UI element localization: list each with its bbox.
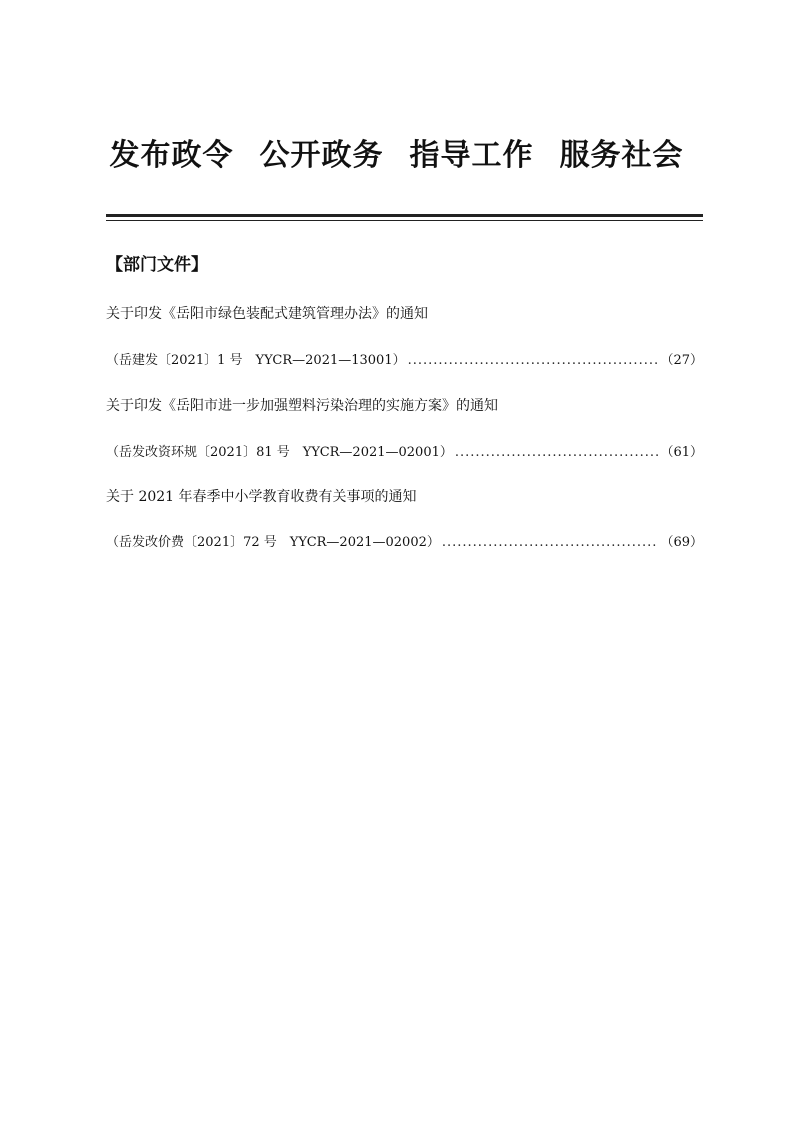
toc-entry-title[interactable]: 关于 2021 年春季中小学教育收费有关事项的通知 (106, 489, 417, 505)
header-divider-thin (106, 220, 703, 221)
slogan-item: 发布政令 (109, 138, 234, 173)
dot-leader (442, 535, 659, 550)
section-title: 【部门文件】 (106, 255, 208, 275)
slogan-item: 指导工作 (409, 138, 534, 173)
toc-entry-reference[interactable] (106, 349, 703, 368)
dot-leader (408, 353, 659, 368)
page-number: （69） (660, 535, 703, 550)
toc-entry-title[interactable]: 关于印发《岳阳市进一步加强塑料污染治理的实施方案》的通知 (106, 398, 498, 414)
toc-entry-reference[interactable] (106, 441, 703, 460)
slogan-item: 服务社会 (559, 138, 684, 173)
page-number: （27） (660, 353, 703, 368)
toc-entry-title[interactable]: 关于印发《岳阳市绿色装配式建筑管理办法》的通知 (106, 306, 428, 322)
document-number: （岳发改价费〔2021〕72 号 YYCR—2021—02002） (106, 535, 440, 550)
header-slogan (0, 130, 793, 174)
slogan-item: 公开政务 (259, 138, 384, 173)
document-number: （岳建发〔2021〕1 号 YYCR—2021—13001） (106, 353, 406, 368)
dot-leader (455, 445, 659, 460)
document-number: （岳发改资环规〔2021〕81 号 YYCR—2021—02001） (106, 445, 453, 460)
page-number: （61） (660, 445, 703, 460)
toc-entry-reference[interactable] (106, 531, 703, 550)
header-divider-thick (106, 214, 703, 217)
